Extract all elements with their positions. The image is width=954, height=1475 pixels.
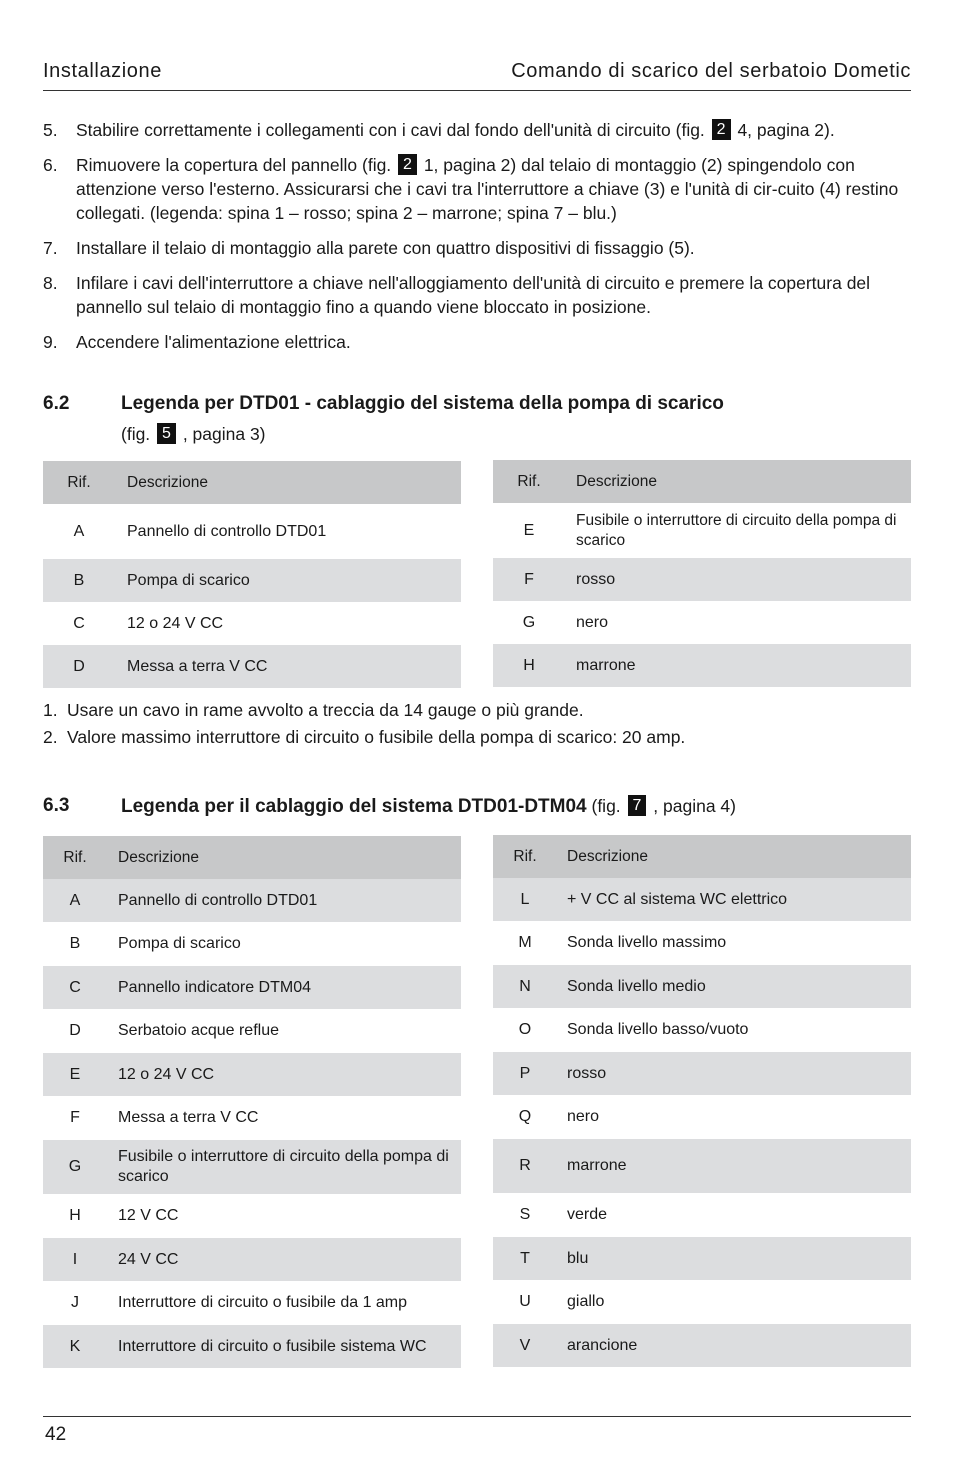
section-title: Legenda per DTD01 - cablaggio del sistema della pompa di scarico [121, 393, 724, 414]
page-number: 42 [45, 1424, 67, 1445]
footnotes [43, 697, 685, 750]
step-5 [43, 118, 911, 142]
installation-steps [43, 118, 911, 365]
table-row [493, 1324, 911, 1367]
table-header-row [493, 460, 911, 503]
description-cell: Sonda livello medio [557, 965, 911, 1008]
ref-cell: D [43, 645, 115, 688]
figure-ref-text: (fig. [121, 424, 156, 444]
ref-cell: A [73, 522, 85, 540]
description-cell: blu [557, 1237, 911, 1280]
description-cell: 12 o 24 V CC [127, 614, 224, 632]
description-cell: Fusibile o interruttore di circuito della pompa di scarico [107, 1140, 461, 1194]
table-row [493, 1139, 911, 1193]
description-cell: marrone [557, 1139, 911, 1193]
footnote-text: Valore massimo interruttore di circuito o fusibile della pompa di scarico: 20 amp. [67, 726, 686, 747]
ref-cell: P [493, 1052, 557, 1095]
header-document-title: Comando di scarico del serbatoio Dometic [511, 60, 911, 82]
ref-cell: D [69, 1022, 81, 1039]
table-row [493, 644, 911, 687]
figure-ref-badge: 2 [712, 119, 731, 140]
ref-cell: C [73, 614, 85, 632]
footnote-number: 1. [43, 700, 58, 720]
table-header-row [43, 461, 461, 504]
step-text: 1, pagina 2) dal telaio di montaggio (2) spingendolo con attenzione verso l'esterno. Assicurarsi che i cavi tra l'interruttore a chiave (3) e l'unità di cir-cuito (4) restino collegati. (legenda: spina 1 – rosso; spina 2 – marrone; spina 7 – blu.) [76, 155, 899, 223]
figure-ref-badge: 2 [398, 154, 417, 175]
step-text: 4, pagina 2). [732, 120, 835, 140]
table-row [43, 922, 461, 966]
description-cell: + V CC al sistema WC elettrico [557, 878, 911, 921]
description-cell: verde [567, 1206, 608, 1223]
description-cell: 12 o 24 V CC [107, 1053, 461, 1096]
table-row [43, 1096, 461, 1140]
step-number: 7. [43, 238, 58, 258]
table-row [493, 503, 911, 558]
table-row [43, 1140, 461, 1194]
section-title-line [121, 795, 736, 818]
table-row [43, 1194, 461, 1238]
ref-cell: F [70, 1109, 80, 1126]
ref-cell: S [519, 1206, 531, 1223]
description-cell: marrone [565, 644, 911, 687]
section-number: 6.3 [43, 795, 70, 816]
figure-ref-badge: 5 [157, 423, 176, 444]
ref-cell: K [43, 1325, 107, 1368]
description-cell: 24 V CC [107, 1238, 461, 1281]
table-row [43, 504, 461, 559]
ref-cell: G [522, 613, 536, 631]
table-row [43, 1238, 461, 1281]
section-title: Legenda per il cablaggio del sistema DTD01-DTM04 [121, 796, 587, 817]
column-header-ref: Rif. [43, 461, 115, 504]
ref-cell: F [493, 558, 565, 601]
step-number: 9. [43, 332, 58, 352]
step-text: Rimuovere la copertura del pannello (fig. [76, 155, 397, 175]
description-cell: Fusibile o interruttore di circuito della pompa di scarico [576, 511, 897, 549]
figure-ref-text: (fig. [586, 796, 626, 816]
ref-cell: E [43, 1053, 107, 1096]
table-row [493, 1280, 911, 1324]
table-row [43, 1053, 461, 1096]
ref-cell: B [69, 935, 81, 952]
footnote-number: 2. [43, 726, 58, 747]
description-cell: Messa a terra V CC [118, 1109, 259, 1126]
ref-cell: N [493, 965, 557, 1008]
step-8 [43, 271, 911, 319]
ref-cell: L [493, 878, 557, 921]
column-header-description: Descrizione [107, 836, 461, 879]
figure-ref-text: , pagina 4) [648, 796, 736, 816]
ref-cell: B [43, 559, 115, 602]
description-cell: Sonda livello basso/vuoto [567, 1021, 749, 1038]
table-row [43, 645, 461, 688]
table-row [43, 966, 461, 1009]
step-text: Stabilire correttamente i collegamenti con i cavi dal fondo dell'unità di circuito (fig. [76, 120, 710, 140]
table-header-row [43, 836, 461, 879]
step-9 [43, 330, 911, 354]
table-row [493, 921, 911, 965]
description-cell: rosso [565, 558, 911, 601]
column-header-ref: Rif. [43, 836, 107, 879]
step-text: Accendere l'alimentazione elettrica. [76, 332, 351, 352]
description-cell: Interruttore di circuito o fusibile sistema WC [107, 1325, 461, 1368]
ref-cell: Q [518, 1108, 532, 1125]
table-row [43, 1009, 461, 1053]
section-figure-reference [121, 423, 266, 445]
description-cell: Pompa di scarico [118, 935, 241, 952]
ref-cell: M [518, 934, 532, 951]
description-cell: arancione [557, 1324, 911, 1367]
description-cell: giallo [567, 1293, 605, 1310]
table-row [43, 602, 461, 645]
table-header-row [493, 835, 911, 878]
step-number: 5. [43, 120, 58, 140]
table-row [493, 965, 911, 1008]
footnote [43, 697, 685, 724]
column-header-description: Descrizione [557, 835, 911, 878]
table-row [493, 1193, 911, 1237]
table-row [493, 1095, 911, 1139]
ref-cell: H [493, 644, 565, 687]
step-6 [43, 153, 911, 225]
description-cell: rosso [557, 1052, 911, 1095]
column-header-ref: Rif. [493, 835, 557, 878]
description-cell: nero [576, 613, 609, 631]
column-header-description: Descrizione [115, 461, 461, 504]
table-row [493, 558, 911, 601]
step-7 [43, 236, 911, 260]
description-cell: nero [567, 1108, 600, 1125]
section-number: 6.2 [43, 393, 70, 414]
table-row [493, 1008, 911, 1052]
column-header-ref: Rif. [493, 460, 565, 503]
description-cell: Sonda livello massimo [567, 934, 727, 951]
step-text: Installare il telaio di montaggio alla parete con quattro dispositivi di fissaggio (5). [76, 238, 695, 258]
legend-table-6-2-left [43, 461, 461, 688]
ref-cell: A [43, 879, 107, 922]
header-section-title: Installazione [43, 60, 162, 82]
page-footer [43, 1416, 911, 1445]
description-cell: 12 V CC [118, 1207, 179, 1224]
table-row [493, 878, 911, 921]
table-row [43, 1325, 461, 1368]
ref-cell: E [523, 521, 535, 539]
description-cell: Pannello di controllo DTD01 [107, 879, 461, 922]
step-number: 6. [43, 155, 58, 175]
ref-cell: G [43, 1140, 107, 1194]
column-header-description: Descrizione [565, 460, 911, 503]
ref-cell: I [43, 1238, 107, 1281]
page-header [43, 60, 911, 91]
description-cell: Pannello di controllo DTD01 [127, 522, 327, 540]
table-row [493, 1237, 911, 1280]
description-cell: Serbatoio acque reflue [118, 1022, 279, 1039]
footnote-text: Usare un cavo in rame avvolto a treccia da 14 gauge o più grande. [67, 700, 584, 720]
table-row [493, 1052, 911, 1095]
figure-ref-badge: 7 [628, 795, 647, 816]
footnote [43, 724, 685, 751]
legend-table-6-3-right [493, 835, 911, 1367]
ref-cell: J [71, 1294, 79, 1311]
ref-cell: U [519, 1293, 531, 1310]
ref-cell: H [69, 1207, 81, 1224]
description-cell: Pompa di scarico [115, 559, 461, 602]
description-cell: Messa a terra V CC [115, 645, 461, 688]
description-cell: Pannello indicatore DTM04 [107, 966, 461, 1009]
step-text: Infilare i cavi dell'interruttore a chiave nell'alloggiamento dell'unità di circuito e premere la copertura del pannello sul telaio di montaggio fino a quando viene bloccato in posizione. [76, 273, 871, 317]
ref-cell: R [493, 1139, 557, 1193]
description-cell: Interruttore di circuito o fusibile da 1 amp [118, 1294, 408, 1311]
figure-ref-text: , pagina 3) [177, 424, 266, 444]
table-row [43, 879, 461, 922]
ref-cell: C [43, 966, 107, 1009]
ref-cell: O [518, 1021, 532, 1038]
table-row [43, 559, 461, 602]
legend-table-6-2-right [493, 460, 911, 687]
step-number: 8. [43, 273, 58, 293]
ref-cell: V [493, 1324, 557, 1367]
table-row [493, 601, 911, 644]
legend-table-6-3-left [43, 836, 461, 1368]
table-row [43, 1281, 461, 1325]
ref-cell: T [493, 1237, 557, 1280]
